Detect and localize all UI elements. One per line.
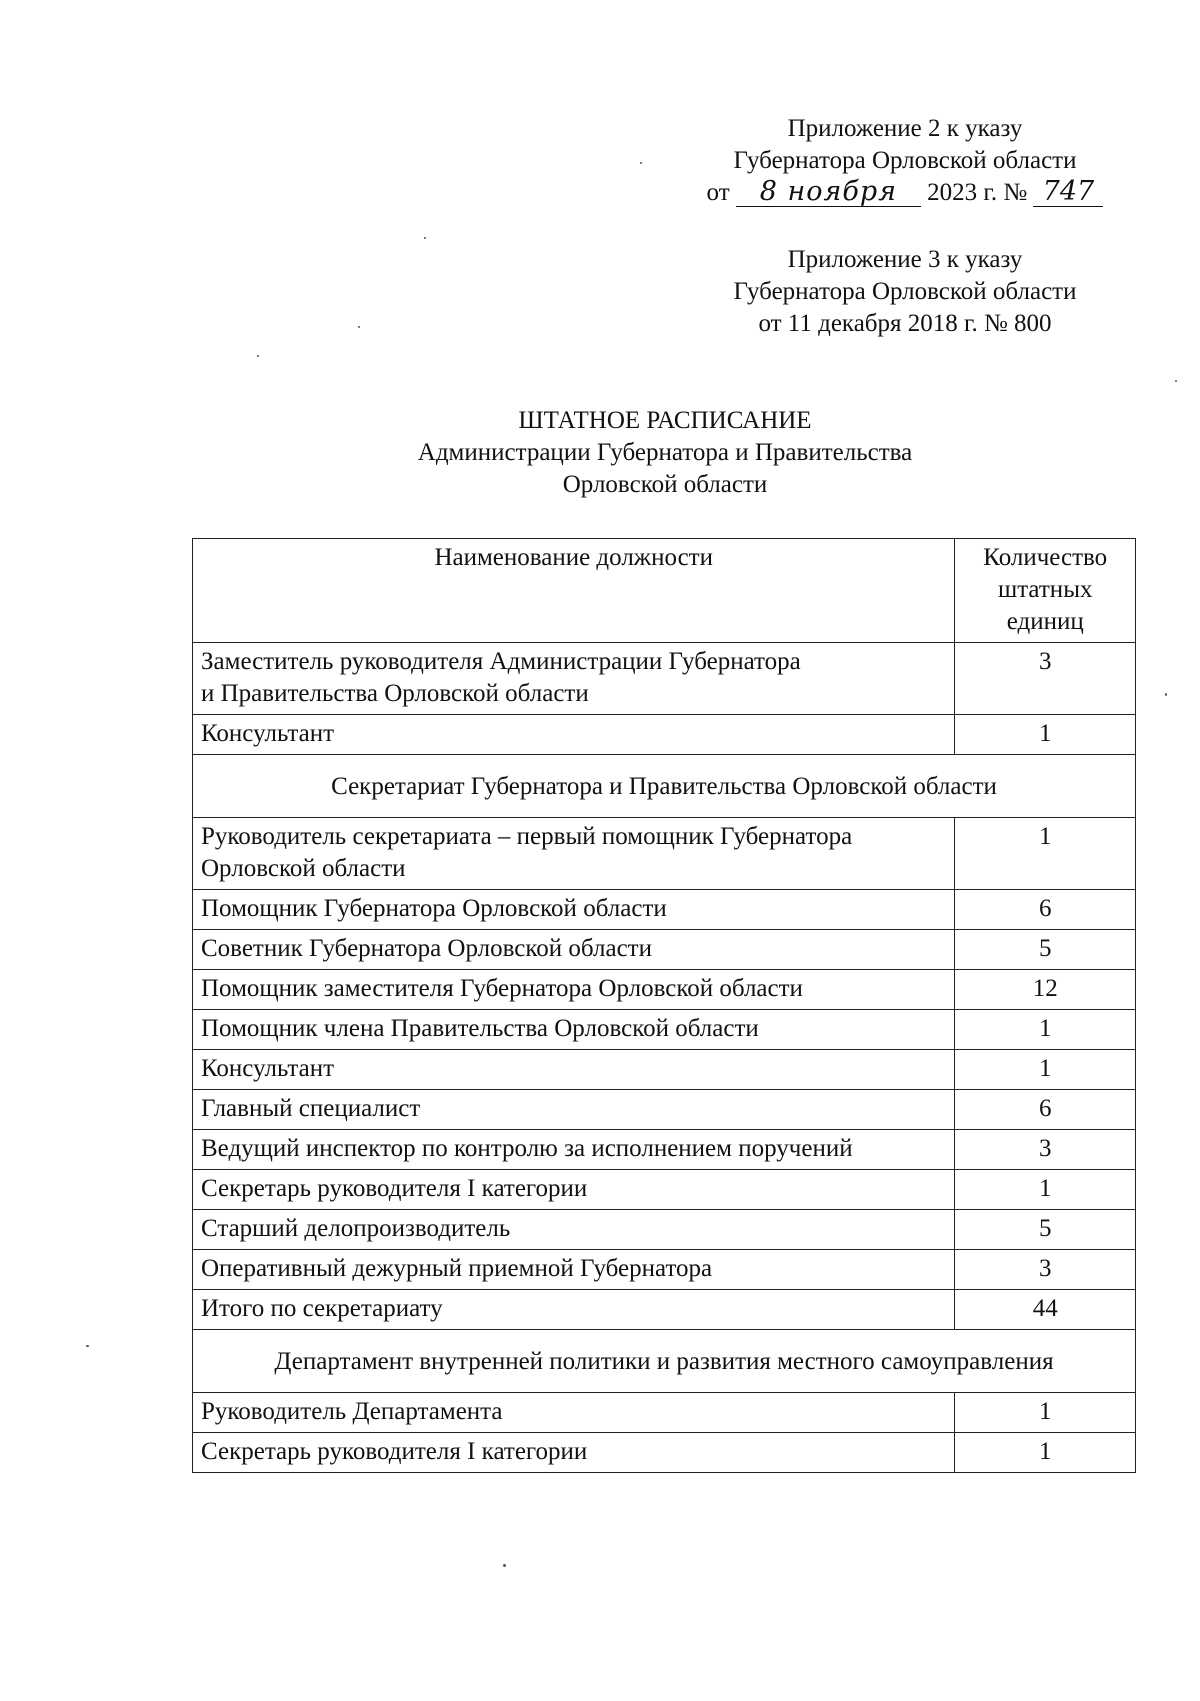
table-header-row bbox=[193, 539, 1136, 643]
position-qty: 1 bbox=[955, 1010, 1136, 1050]
position-name: Старший делопроизводитель bbox=[193, 1210, 955, 1250]
table-row bbox=[193, 970, 1136, 1010]
scan-speck bbox=[424, 237, 426, 239]
scan-speck bbox=[358, 326, 360, 328]
scan-speck bbox=[640, 162, 642, 164]
position-name: Советник Губернатора Орловской области bbox=[193, 930, 955, 970]
position-qty: 6 bbox=[955, 1090, 1136, 1130]
appendix-2-block bbox=[690, 113, 1120, 209]
position-name: Секретарь руководителя I категории bbox=[193, 1170, 955, 1210]
position-qty: 1 bbox=[955, 818, 1136, 890]
table-row bbox=[193, 1433, 1136, 1473]
position-name: Помощник заместителя Губернатора Орловской области bbox=[193, 970, 955, 1010]
position-qty: 3 bbox=[955, 1130, 1136, 1170]
position-qty: 5 bbox=[955, 1210, 1136, 1250]
scan-speck bbox=[257, 355, 259, 357]
position-qty: 1 bbox=[955, 1170, 1136, 1210]
section-row bbox=[193, 755, 1136, 818]
table-row bbox=[193, 1090, 1136, 1130]
section-row bbox=[193, 1330, 1136, 1393]
scan-speck bbox=[503, 1564, 506, 1567]
position-qty: 1 bbox=[955, 1393, 1136, 1433]
position-qty: 1 bbox=[955, 715, 1136, 755]
position-qty: 3 bbox=[955, 1250, 1136, 1290]
table-row bbox=[193, 1010, 1136, 1050]
scan-speck bbox=[86, 1345, 89, 1347]
header-quantity: Количество штатных единиц bbox=[955, 539, 1136, 643]
table-row bbox=[193, 890, 1136, 930]
table-row bbox=[193, 715, 1136, 755]
title-line2: Администрации Губернатора и Правительства bbox=[417, 439, 913, 466]
position-name: Помощник члена Правительства Орловской области bbox=[193, 1010, 955, 1050]
position-qty: 1 bbox=[955, 1050, 1136, 1090]
position-qty: 1 bbox=[955, 1433, 1136, 1473]
table-row bbox=[193, 930, 1136, 970]
table-row bbox=[193, 1050, 1136, 1090]
title-line3: Орловской области bbox=[562, 471, 768, 498]
document-title bbox=[300, 405, 1030, 501]
appendix-3-line3: от 11 декабря 2018 г. № 800 bbox=[758, 310, 1052, 337]
position-name: Консультант bbox=[193, 1050, 955, 1090]
table-row-total bbox=[193, 1290, 1136, 1330]
table-row bbox=[193, 1130, 1136, 1170]
appendix-3-line2: Губернатора Орловской области bbox=[733, 278, 1077, 305]
handwritten-number: 747 bbox=[1033, 178, 1103, 207]
table-row bbox=[193, 818, 1136, 890]
appendix-3-block bbox=[690, 244, 1120, 340]
position-qty: 44 bbox=[955, 1290, 1136, 1330]
position-name: Заместитель руководителя Администрации Губернатора и Правительства Орловской области bbox=[193, 643, 955, 715]
appendix-2-date-line bbox=[690, 177, 1120, 209]
table-row bbox=[193, 1250, 1136, 1290]
appendix-3-line1: Приложение 3 к указу bbox=[787, 246, 1023, 273]
table-row bbox=[193, 1170, 1136, 1210]
table-row bbox=[193, 1210, 1136, 1250]
position-name: Оперативный дежурный приемной Губернатора bbox=[193, 1250, 955, 1290]
section-heading: Департамент внутренней политики и развития местного самоуправления bbox=[193, 1330, 1136, 1393]
scan-speck bbox=[1175, 380, 1177, 382]
position-qty: 6 bbox=[955, 890, 1136, 930]
handwritten-date: 8 ноября bbox=[736, 178, 921, 207]
position-name: Руководитель Департамента bbox=[193, 1393, 955, 1433]
appendix-2-line1: Приложение 2 к указу bbox=[787, 115, 1023, 142]
position-name: Итого по секретариату bbox=[193, 1290, 955, 1330]
date-prefix: от bbox=[706, 179, 730, 206]
title-line1: ШТАТНОЕ РАСПИСАНИЕ bbox=[518, 407, 812, 434]
position-qty: 5 bbox=[955, 930, 1136, 970]
position-name: Руководитель секретариата – первый помощник Губернатора Орловской области bbox=[193, 818, 955, 890]
position-qty: 12 bbox=[955, 970, 1136, 1010]
appendix-2-line2: Губернатора Орловской области bbox=[733, 147, 1077, 174]
position-name: Ведущий инспектор по контролю за исполнением поручений bbox=[193, 1130, 955, 1170]
position-name: Консультант bbox=[193, 715, 955, 755]
scan-speck bbox=[1165, 693, 1167, 696]
section-heading: Секретариат Губернатора и Правительства Орловской области bbox=[193, 755, 1136, 818]
position-name: Секретарь руководителя I категории bbox=[193, 1433, 955, 1473]
table-row bbox=[193, 1393, 1136, 1433]
position-qty: 3 bbox=[955, 643, 1136, 715]
position-name: Главный специалист bbox=[193, 1090, 955, 1130]
table-row bbox=[193, 643, 1136, 715]
position-name: Помощник Губернатора Орловской области bbox=[193, 890, 955, 930]
year-text: 2023 г. № bbox=[927, 179, 1028, 206]
staff-table bbox=[192, 538, 1136, 1473]
header-position-name: Наименование должности bbox=[193, 539, 955, 643]
